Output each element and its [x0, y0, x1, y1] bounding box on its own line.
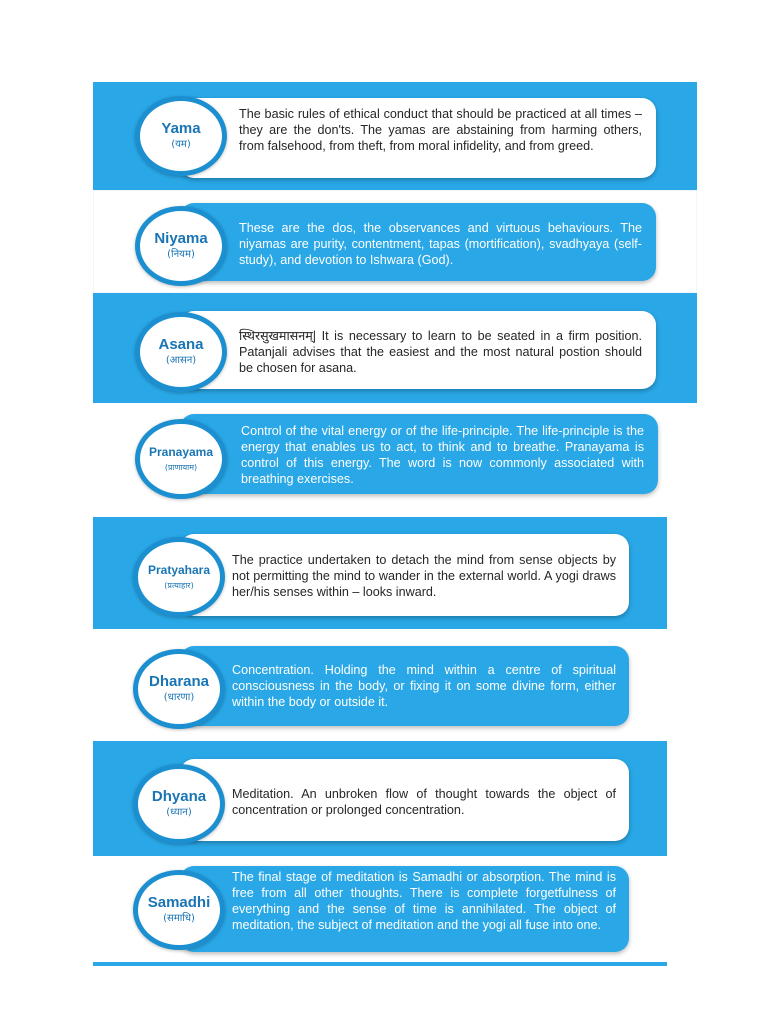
- badge-dharana: [133, 649, 225, 729]
- description-niyama: These are the dos, the observances and virtuous behaviours. The niyamas are purity, contentment, tapas (mortification), svadhyaya (self-study), and devotion to Ishwara (God).: [239, 221, 642, 267]
- description-yama: The basic rules of ethical conduct that should be practiced at all times – they are the don'ts. The yamas are abstaining from harming others, from falsehood, from theft, from moral infidelity, and from greed.: [239, 107, 642, 153]
- limb-sanskrit-pratyahara: (प्रत्याहार): [164, 581, 194, 590]
- badge-niyama: [135, 206, 227, 286]
- limb-sanskrit-niyama: (नियम): [167, 249, 195, 260]
- limb-name-niyama: Niyama: [154, 230, 208, 247]
- description-dhyana: Meditation. An unbroken flow of thought towards the object of concentration or prolonged concentration.: [232, 787, 616, 817]
- limb-name-pranayama: Pranayama: [148, 445, 214, 459]
- limb-sanskrit-asana: (आसन): [165, 355, 197, 366]
- limb-name-yama: Yama: [161, 120, 201, 137]
- badge-dhyana: [133, 764, 225, 844]
- limb-sanskrit-pranayama: (प्राणायाम): [164, 463, 198, 472]
- limb-name-pratyahara: Pratyahara: [147, 563, 211, 577]
- limb-name-asana: Asana: [158, 336, 204, 353]
- limb-sanskrit-samadhi: (समाधि): [163, 913, 195, 924]
- description-pranayama: Control of the vital energy or of the life-principle. The life-principle is the energy that enables us to act, to think and to breathe. Pranayama is control of this energy. The word is now commonly associated with breathing exercises.: [241, 424, 644, 486]
- badge-pratyahara: [133, 537, 225, 617]
- bottom-rule: [93, 962, 667, 966]
- description-samadhi: The final stage of meditation is Samadhi or absorption. The mind is free from all other thoughts. There is complete forgetfulness of everything and the sense of time is annihilated. The object of meditation, the subject of meditation and the yogi all fuse into one.: [232, 870, 616, 932]
- limb-name-samadhi: Samadhi: [147, 894, 211, 911]
- limb-sanskrit-yama: (यम): [171, 139, 191, 150]
- badge-asana: [135, 312, 227, 392]
- description-pratyahara: The practice undertaken to detach the mind from sense objects by not permitting the mind to wander in the external world. A yogi draws her/his senses within – looks inward.: [232, 553, 616, 599]
- description-asana: स्थिरसुखमासनम्| It is necessary to learn to be seated in a firm position. Patanjali advises that the easiest and the most natural postion should be chosen for asana.: [239, 329, 642, 375]
- description-dharana: Concentration. Holding the mind within a centre of spiritual consciousness in the body, or fixing it on some divine form, either within the body or outside it.: [232, 663, 616, 709]
- limb-name-dhyana: Dhyana: [151, 788, 207, 805]
- badge-yama: [135, 96, 227, 176]
- badge-samadhi: [133, 870, 225, 950]
- badge-pranayama: [135, 419, 227, 499]
- limb-sanskrit-dhyana: (ध्यान): [166, 807, 192, 818]
- limb-name-dharana: Dharana: [148, 673, 210, 690]
- limb-sanskrit-dharana: (धारणा): [163, 692, 195, 703]
